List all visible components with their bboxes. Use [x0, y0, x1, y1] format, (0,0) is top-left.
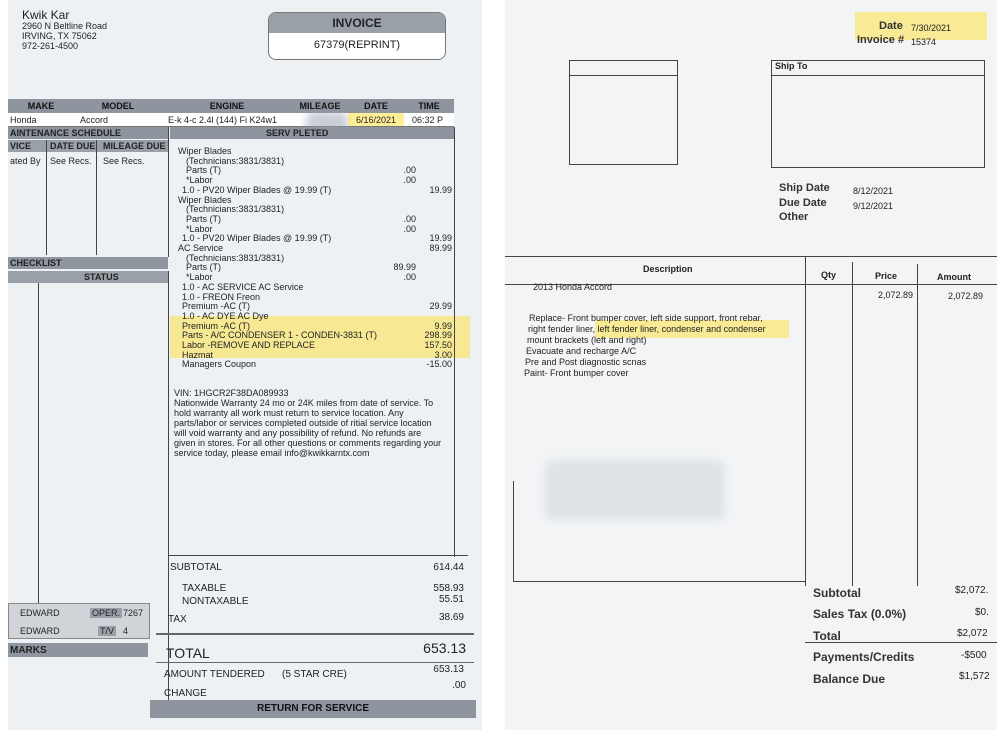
- service-line-text: Hazmat: [182, 349, 214, 360]
- service-line-text: Parts - A/C CONDENSER 1 - CONDEN-3831 (T): [182, 330, 378, 341]
- description-line: mount brackets (left and right): [527, 335, 647, 345]
- return-for-service-bar: RETURN FOR SERVICE: [150, 700, 476, 718]
- line-amount: 2,072.89: [947, 291, 983, 301]
- balance-due-label: Balance Due: [813, 672, 886, 686]
- service-line-text: 1.0 - FREON Freon: [182, 291, 261, 302]
- service-line-text: Parts (T): [186, 165, 221, 176]
- service-line-text: *Labor: [186, 272, 213, 283]
- time-value: 06:32 P: [412, 115, 444, 125]
- shop-address-line1: 2960 N Beltline Road: [22, 21, 108, 31]
- vehicle-description: 2013 Honda Accord: [533, 282, 613, 292]
- description-line: Replace- Front bumper cover, left side support, front rebar,: [529, 313, 763, 323]
- ship-date-value: 8/12/2021: [853, 186, 894, 196]
- service-line-amount: 3.00: [434, 349, 452, 360]
- description-line: right fender liner, left fender liner, condenser and condenser: [528, 324, 766, 334]
- taxable-label: TAXABLE: [182, 583, 227, 594]
- service-line-text: *Labor: [186, 223, 213, 234]
- model-value: Accord: [80, 115, 109, 125]
- invoice-box: [268, 12, 446, 60]
- staff-name-2: EDWARD: [20, 626, 60, 636]
- description-line: Evacuate and recharge A/C: [526, 346, 637, 356]
- subtotal-value: 614.44: [433, 562, 464, 573]
- engine-value: E-k 4-c 2.4l (144) Fi K24w1: [168, 115, 278, 125]
- warranty-line: service today, please email info@kwikkarntx.com: [174, 448, 370, 458]
- warranty-line: given in stores. For all other questions or comments regarding your: [174, 438, 442, 448]
- maint-date-due-value: See Recs.: [50, 156, 92, 166]
- service-line-text: Parts (T): [186, 262, 221, 273]
- service-line-amount: 19.99: [429, 233, 452, 244]
- model-header: MODEL: [101, 101, 135, 111]
- staff-name-1: EDWARD: [20, 608, 60, 618]
- change-value: .00: [452, 680, 466, 691]
- taxable-value: 558.93: [433, 583, 464, 594]
- bill-to-box: [569, 60, 678, 165]
- warranty-line: hold warranty all work must return to service location. Any: [174, 408, 404, 418]
- description-line: Pre and Post diagnostic scnas: [525, 357, 647, 367]
- nontaxable-label: NONTAXABLE: [182, 596, 249, 607]
- due-date-value: 9/12/2021: [853, 201, 894, 211]
- ship-to-label: Ship To: [772, 61, 984, 76]
- shop-name: Kwik Kar: [22, 8, 70, 22]
- service-line-text: 1.0 - PV20 Wiper Blades @ 19.99 (T): [182, 184, 332, 195]
- price-header: Price: [875, 271, 898, 281]
- shop-phone: 972-261-4500: [22, 41, 79, 51]
- shop-address-line2: IRVING, TX 75062: [22, 31, 97, 41]
- items-table: [505, 256, 997, 586]
- service-line-subamount: .00: [403, 272, 416, 283]
- subtotal-label: Subtotal: [813, 586, 861, 600]
- tv-label: T/V: [100, 626, 115, 636]
- payments-credits-value: -$500: [961, 650, 987, 661]
- maint-mileage-due-header: MILEAGE DUE: [103, 141, 166, 151]
- ship-to-box: [771, 60, 985, 168]
- service-line-amount: 89.99: [429, 243, 452, 253]
- sales-tax-value: $0.: [975, 607, 989, 618]
- invoice-number-label: Invoice #: [857, 34, 905, 46]
- service-line-amount: 19.99: [429, 184, 452, 195]
- date-value: 7/30/2021: [911, 23, 952, 33]
- total-value: $2,072: [957, 628, 988, 639]
- total-bottom-line: [156, 662, 474, 663]
- services-title: SERV PLETED: [266, 128, 329, 138]
- line-price: 2,072.89: [877, 290, 913, 300]
- make-header: MAKE: [27, 101, 55, 111]
- maint-title: AINTENANCE SCHEDULE: [10, 128, 122, 138]
- ship-date-label: Ship Date: [779, 182, 830, 194]
- total-label: Total: [813, 629, 841, 643]
- totals-top-line: [168, 555, 468, 556]
- date-label: Date: [879, 20, 903, 32]
- service-line-text: (Technicians:3831/3831): [186, 155, 285, 166]
- invoice-number-value: 15374: [911, 37, 937, 47]
- tax-label: TAX: [168, 614, 187, 625]
- invoice-number: 67379(REPRINT): [313, 39, 401, 51]
- service-line-subamount: 89.99: [393, 262, 416, 273]
- body-shop-invoice: [505, 0, 997, 730]
- oper-value: 7267: [123, 608, 144, 618]
- service-line-text: Premium -AC (T): [182, 320, 250, 331]
- tv-value: 4: [123, 626, 129, 636]
- due-date-label: Due Date: [779, 197, 827, 209]
- invoice-label: INVOICE: [269, 13, 445, 33]
- tax-value: 38.69: [438, 612, 464, 623]
- change-label: CHANGE: [164, 688, 207, 699]
- sales-tax-label: Sales Tax (0.0%): [813, 607, 907, 621]
- service-line-text: 1.0 - AC SERVICE AC Service: [182, 281, 304, 292]
- make-value: Honda: [10, 115, 37, 125]
- amount-header: Amount: [937, 272, 971, 282]
- amount-tendered-value: 653.13: [433, 664, 464, 675]
- amount-tendered-label: AMOUNT TENDERED: [164, 669, 265, 680]
- warranty-line: will void warranty and any possibility of refund. No refunds are: [174, 428, 422, 438]
- service-line-text: Wiper Blades: [178, 146, 232, 156]
- description-line: Paint- Front bumper cover: [524, 368, 629, 378]
- maint-divider-3: [168, 127, 169, 257]
- service-line-text: 1.0 - AC DYE AC Dye: [182, 310, 269, 321]
- service-line-amount: -15.00: [426, 359, 452, 370]
- service-line-text: Wiper Blades: [178, 194, 232, 205]
- service-line-text: (Technicians:3831/3831): [186, 204, 285, 215]
- payments-credits-label: Payments/Credits: [813, 650, 915, 664]
- service-line-amount: 29.99: [429, 301, 452, 312]
- other-label: Other: [779, 211, 809, 223]
- service-line-text: Parts (T): [186, 213, 221, 224]
- service-line-amount: 9.99: [434, 320, 452, 331]
- status-header: STATUS: [84, 272, 119, 282]
- total-divider: [156, 633, 474, 635]
- oper-label: OPER.: [92, 608, 121, 618]
- remarks-label: MARKS: [10, 645, 47, 656]
- service-line-subamount: .00: [403, 223, 416, 234]
- mileage-header: MILEAGE: [299, 101, 341, 111]
- engine-header: ENGINE: [209, 101, 245, 111]
- balance-due-value: $1,572: [959, 671, 990, 682]
- service-line-text: Premium -AC (T): [182, 301, 250, 312]
- service-line-text: (Technicians:3831/3831): [186, 252, 285, 263]
- checklist-title: CHECKLIST: [10, 258, 62, 268]
- qty-header: Qty: [821, 270, 837, 280]
- maint-date-due-header: DATE DUE: [50, 141, 96, 151]
- service-line-amount: 157.50: [424, 340, 452, 350]
- amount-tendered-method: (5 STAR CRE): [282, 669, 347, 680]
- date-header: DATE: [364, 101, 388, 111]
- service-line-subamount: .00: [403, 213, 416, 224]
- description-header: Description: [643, 264, 693, 274]
- maint-divider-1: [46, 140, 47, 255]
- service-line-subamount: .00: [403, 165, 416, 176]
- service-line-amount: 298.99: [424, 330, 452, 341]
- total-value: 653.13: [423, 640, 466, 656]
- warranty-line: VIN: 1HGCR2F38DA089933: [174, 388, 289, 398]
- maint-divider-2: [96, 140, 97, 255]
- service-line-text: AC Service: [178, 243, 224, 253]
- redacted-area: [545, 460, 725, 520]
- services-right-border: [454, 127, 455, 557]
- kwik-kar-invoice: [8, 0, 482, 730]
- service-line-text: Labor -REMOVE AND REPLACE: [182, 340, 316, 350]
- service-line-text: *Labor: [186, 175, 213, 186]
- warranty-line: Nationwide Warranty 24 mo or 24K miles from date of service. To: [174, 398, 434, 408]
- warranty-line: parts/labor or services completed outside of ritial service location: [174, 418, 432, 428]
- service-line-text: 1.0 - PV20 Wiper Blades @ 19.99 (T): [182, 233, 332, 244]
- total-label: TOTAL: [166, 645, 210, 661]
- subtotal-value: $2,072.: [955, 585, 989, 596]
- service-line-subamount: .00: [403, 175, 416, 186]
- service-line-text: Managers Coupon: [182, 359, 257, 370]
- nontaxable-value: 55.51: [438, 594, 464, 605]
- checklist-divider: [38, 283, 39, 603]
- subtotal-label: SUBTOTAL: [170, 562, 222, 573]
- date-value: 6/16/2021: [356, 115, 397, 125]
- maint-service-header: VICE: [10, 141, 32, 151]
- time-header: TIME: [418, 101, 440, 111]
- maint-mileage-due-value: See Recs.: [103, 156, 145, 166]
- maint-service-value: ated By: [10, 156, 41, 166]
